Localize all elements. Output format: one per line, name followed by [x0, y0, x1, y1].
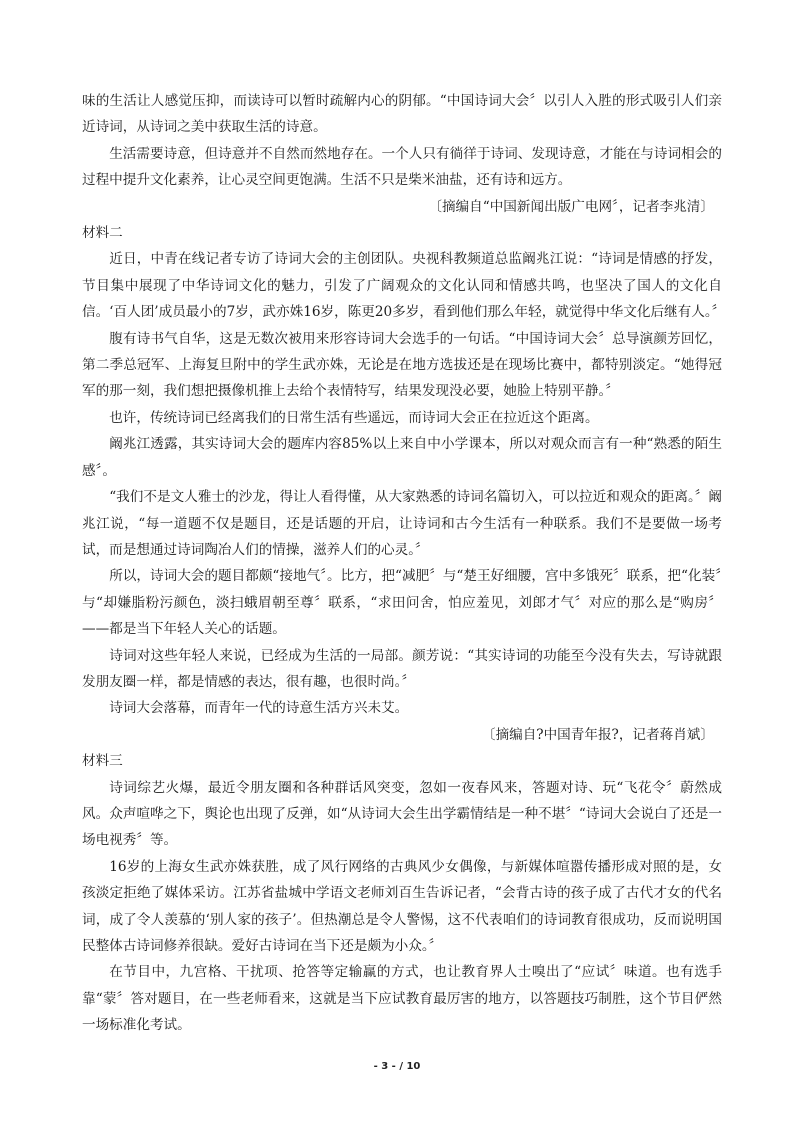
paragraph: 味的生活让人感觉压抑，而读诗可以暂时疏解内心的阴郁。“中国诗词大会〞以引人入胜的形式吸引人们亲近诗词，从诗词之美中获取生活的诗意。 [82, 93, 722, 136]
paragraph: 阚兆江透露，其实诗词大会的题库内容85%以上来自中小学课本，所以对观众而言有一种“熟悉的陌生感〞。 [82, 436, 722, 479]
section-heading: 材料二 [82, 225, 123, 242]
paragraph: 诗词综艺火爆，最近令朋友圈和各种群话风突变，忽如一夜春风来，答题对诗、玩“飞花令〞蔚然成风。众声喧哗之下，舆论也出现了反弹，如“从诗词大会生出学霸情结是一种不堪〞“诗词大会说白了还是一场电视秀〞等。 [82, 779, 722, 849]
paragraph: 生活需要诗意，但诗意并不自然而然地存在。一个人只有徜徉于诗词、发现诗意，才能在与诗词相会的过程中提升文化素养，让心灵空间更饱满。生活不只是柴米油盐，还有诗和远方。 [82, 145, 722, 189]
page-number: - 3 - / 10 [373, 1061, 421, 1072]
paragraph: “我们不是文人雅士的沙龙，得让人看得懂，从大家熟悉的诗词名篇切入，可以拉近和观众的距离。〞阚兆江说，“每一道题不仅是题目，还是话题的开启，让诗词和古今生活有一种联系。我们不是要做一场考试，而是想通过诗词陶冶人们的情操，滋养人们的心灵。〞 [82, 489, 722, 558]
paragraph: 16岁的上海女生武亦姝获胜，成了风行网络的古典风少女偶像，与新媒体喧嚣传播形成对照的是，女孩淡定拒绝了媒体采访。江苏省盐城中学语文老师刘百生告诉记者，“会背古诗的孩子成了古代才女的代名词，成了令人羡慕的‘别人家的孩子’。但热潮总是令人警惕，这不代表咱们的诗词教育很成功，反而说明国民整体古诗词修养很缺。爱好古诗词在当下还是颇为小众。〞 [82, 858, 722, 954]
paragraph: 诗词大会落幕，而青年一代的诗意生活方兴未艾。 [109, 700, 409, 717]
paragraph: 在节目中，九宫格、干扰项、抢答等定输赢的方式，也让教育界人士嗅出了“应试〞味道。也有选手靠“蒙〞答对题目，在一些老师看来，这就是当下应试教育最厉害的地方，以答题技巧制胜，这个节目俨然一场标准化考试。 [82, 964, 722, 1034]
source-citation: 〔摘编自?中国青年报?，记者蒋肖斌〕 [481, 726, 714, 743]
document-body [82, 88, 726, 1039]
paragraph: 也许，传统诗词已经离我们的日常生活有些遥远，而诗词大会正在拉近这个距离。 [109, 409, 599, 426]
paragraph: 近日，中青在线记者专访了诗词大会的主创团队。央视科教频道总监阚兆江说：“诗词是情感的抒发，节目集中展现了中华诗词文化的魅力，引发了广阔观众的文化认同和情感共鸣，也坚决了国人的文化自信。‘百人团’成员最小的7岁，武亦姝16岁，陈更20多岁，看到他们那么年轻，就觉得中华文化后继有人。〞 [82, 251, 726, 321]
paragraph: 所以，诗词大会的题目都颇“接地气〞。比方，把“减肥〞与“楚王好细腰，宫中多饿死〞联系，把“化装〞与“却嫌脂粉污颜色，淡扫蛾眉朝至尊〞联系，“求田问舍，怕应羞见，刘郎才气〞对应的那么是“购房〞——都是当下年轻人关心的话题。 [82, 568, 722, 638]
source-citation: 〔摘编自“中国新闻出版广电网〞，记者李兆清〕 [428, 198, 714, 215]
section-heading: 材料三 [82, 753, 123, 770]
paragraph: 诗词对这些年轻人来说，已经成为生活的一局部。颜芳说：“其实诗词的功能至今没有失去，写诗就跟发朋友圈一样，都是情感的表达，很有趣，也很时尚。〞 [82, 647, 722, 690]
paragraph: 腹有诗书气自华，这是无数次被用来形容诗词大会选手的一句话。“中国诗词大会〞总导演颜芳回忆，第二季总冠军、上海复旦附中的学生武亦姝，无论是在地方选拔还是在现场比赛中，都特别淡定。“她得冠军的那一刻，我们想把摄像机推上去给个表情特写，结果发现没必要，她脸上特别平静。〞 [82, 330, 722, 400]
